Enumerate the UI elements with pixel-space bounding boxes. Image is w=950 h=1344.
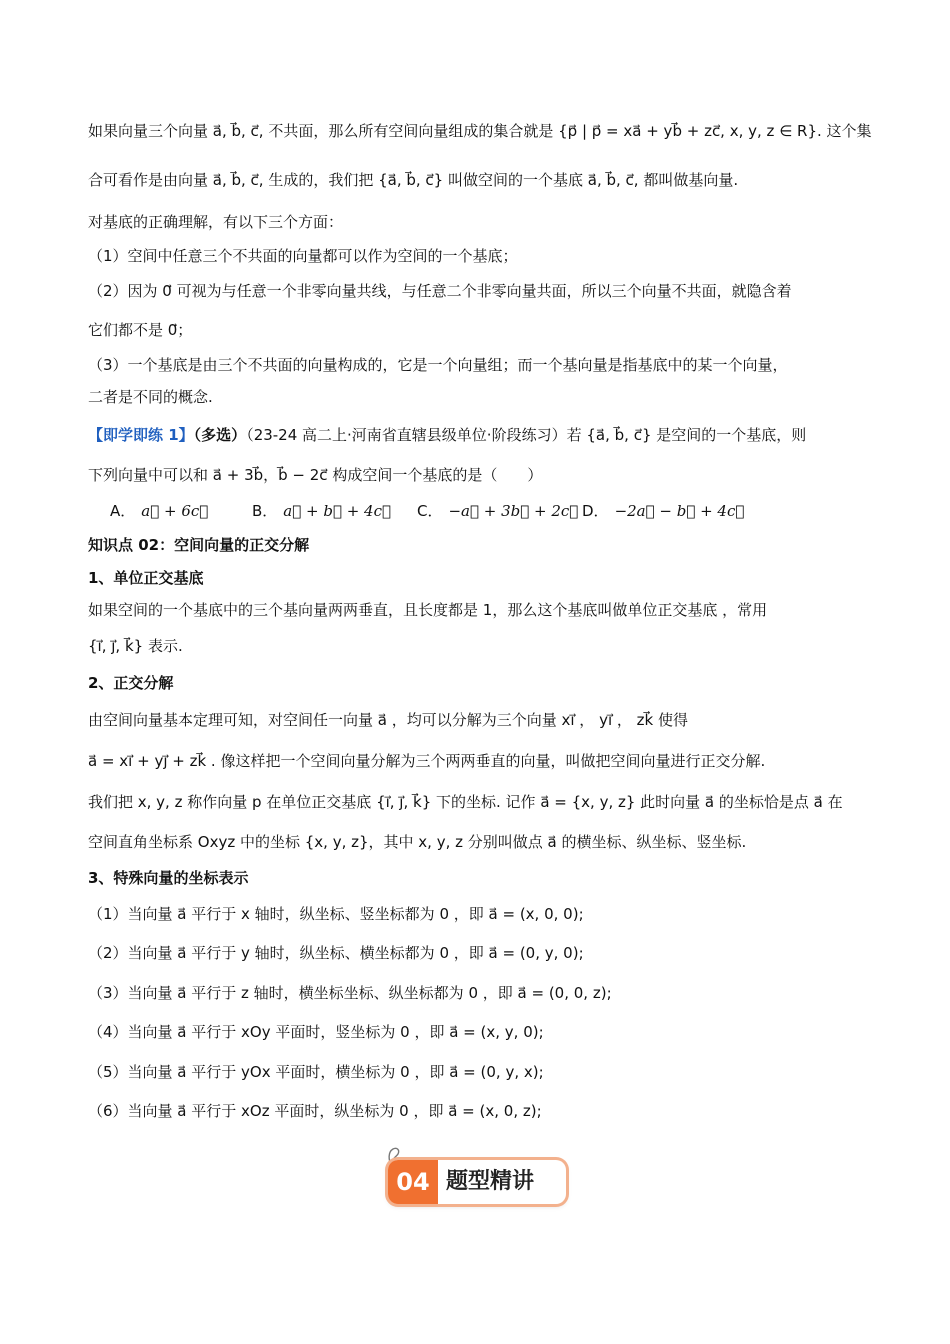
exercise-tag: 【即学即练 1】	[88, 426, 194, 444]
basis-point-1: （1）空间中任意三个不共面的向量都可以作为空间的一个基底；	[88, 247, 518, 265]
badge-box	[388, 1160, 566, 1204]
option-b[interactable]	[252, 501, 391, 521]
option-a-label: A．	[110, 502, 136, 520]
option-b-label: B．	[252, 502, 278, 520]
unit-basis-line-2: {i⃗, j⃗, k⃗} 表示.	[88, 637, 183, 655]
exercise-text-1: 若 {a⃗, b⃗, c⃗} 是空间的一个基底，则	[566, 426, 807, 444]
exercise-line-2: 下列向量中可以和 a⃗ + 3b⃗，b⃗ − 2c⃗ 构成空间一个基底的是（ ）	[88, 466, 543, 484]
option-a-expr: a⃗ + 6c⃗	[141, 502, 209, 520]
subheading-special-vectors: 3、特殊向量的坐标表示	[88, 869, 249, 887]
basis-definition-line-2: 合可看作是由向量 a⃗, b⃗, c⃗, 生成的，我们把 {a⃗, b⃗, c⃗} 叫做空间的一个基底 a⃗, b⃗, c⃗, 都叫做基向量.	[88, 171, 739, 189]
unit-basis-line-1: 如果空间的一个基底中的三个基向量两两垂直，且长度都是 1，那么这个基底叫做单位正交基底 ，常用	[88, 601, 768, 619]
basis-point-2-line-1: （2）因为 0⃗ 可视为与任意一个非零向量共线，与任意二个非零向量共面，所以三个向量不共面，就隐含着	[88, 282, 792, 300]
decomposition-line-4: 空间直角坐标系 Oxyz 中的坐标 {x, y, z}，其中 x, y, z 分别叫做点 a⃗ 的横坐标、纵坐标、竖坐标.	[88, 833, 747, 851]
option-d-label: D．	[582, 502, 609, 520]
special-vector-item-1: （1）当向量 a⃗ 平行于 x 轴时，纵坐标、竖坐标都为 0 ，即 a⃗ = (x, 0, 0);	[88, 905, 584, 923]
subheading-unit-orthogonal-basis: 1、单位正交基底	[88, 569, 204, 587]
basis-point-3-line-2: 二者是不同的概念.	[88, 388, 213, 406]
decomposition-line-1: 由空间向量基本定理可知，对空间任一向量 a⃗ ，均可以分解为三个向量 xi⃗ ， yi⃗ ， zk⃗ 使得	[88, 711, 688, 729]
option-d[interactable]	[582, 501, 744, 521]
exercise-source: （23-24 高二上·河南省直辖县级单位·阶段练习）	[246, 426, 567, 444]
special-vector-item-4: （4）当向量 a⃗ 平行于 xOy 平面时，竖坐标为 0 ，即 a⃗ = (x, y, 0);	[88, 1023, 544, 1041]
decomposition-line-3: 我们把 x, y, z 称作向量 p 在单位正交基底 {i⃗, j⃗, k⃗} 下的坐标. 记作 a⃗ = {x, y, z} 此时向量 a⃗ 的坐标恰是点 a⃗ 在	[88, 793, 843, 811]
subheading-orthogonal-decomposition: 2、正交分解	[88, 674, 174, 692]
special-vector-item-6: （6）当向量 a⃗ 平行于 xOz 平面时，纵坐标为 0 ，即 a⃗ = (x, 0, z);	[88, 1102, 542, 1120]
basis-point-2-line-2: 它们都不是 0⃗；	[88, 321, 193, 339]
special-vector-item-2: （2）当向量 a⃗ 平行于 y 轴时，纵坐标、横坐标都为 0 ，即 a⃗ = (0, y, 0);	[88, 944, 584, 962]
basis-understanding-intro: 对基底的正确理解，有以下三个方面：	[88, 213, 344, 231]
option-b-expr: a⃗ + b⃗ + 4c⃗	[283, 502, 391, 520]
option-a[interactable]	[110, 501, 208, 521]
exercise-line-1	[88, 425, 878, 445]
option-c[interactable]	[417, 501, 578, 521]
option-c-label: C．	[417, 502, 443, 520]
section-heading: 知识点 02：空间向量的正交分解	[88, 536, 310, 554]
exercise-multi-select: （多选）	[193, 426, 247, 444]
option-d-expr: −2a⃗ − b⃗ + 4c⃗	[614, 502, 745, 520]
badge-number: 04	[388, 1160, 438, 1204]
special-vector-item-3: （3）当向量 a⃗ 平行于 z 轴时，横坐标坐标、纵坐标都为 0 ，即 a⃗ = (0, 0, z);	[88, 984, 612, 1002]
basis-point-3-line-1: （3）一个基底是由三个不共面的向量构成的，它是一个向量组；而一个基向量是指基底中的某一个向量，	[88, 356, 788, 374]
badge-title: 题型精讲	[446, 1169, 535, 1194]
special-vector-item-5: （5）当向量 a⃗ 平行于 yOx 平面时，横坐标为 0 ，即 a⃗ = (0, y, x);	[88, 1063, 544, 1081]
section-badge	[386, 1154, 568, 1208]
option-c-expr: −a⃗ + 3b⃗ + 2c⃗	[448, 502, 579, 520]
basis-definition-line-1: 如果向量三个向量 a⃗, b⃗, c⃗, 不共面，那么所有空间向量组成的集合就是 {p⃗ | p⃗ = xa⃗ + yb⃗ + zc⃗, x, y, z ∈ R}. 这个集	[88, 122, 872, 140]
decomposition-line-2: a⃗ = xi⃗ + yj⃗ + zk⃗ . 像这样把一个空间向量分解为三个两两垂直的向量，叫做把空间向量进行正交分解.	[88, 752, 766, 770]
